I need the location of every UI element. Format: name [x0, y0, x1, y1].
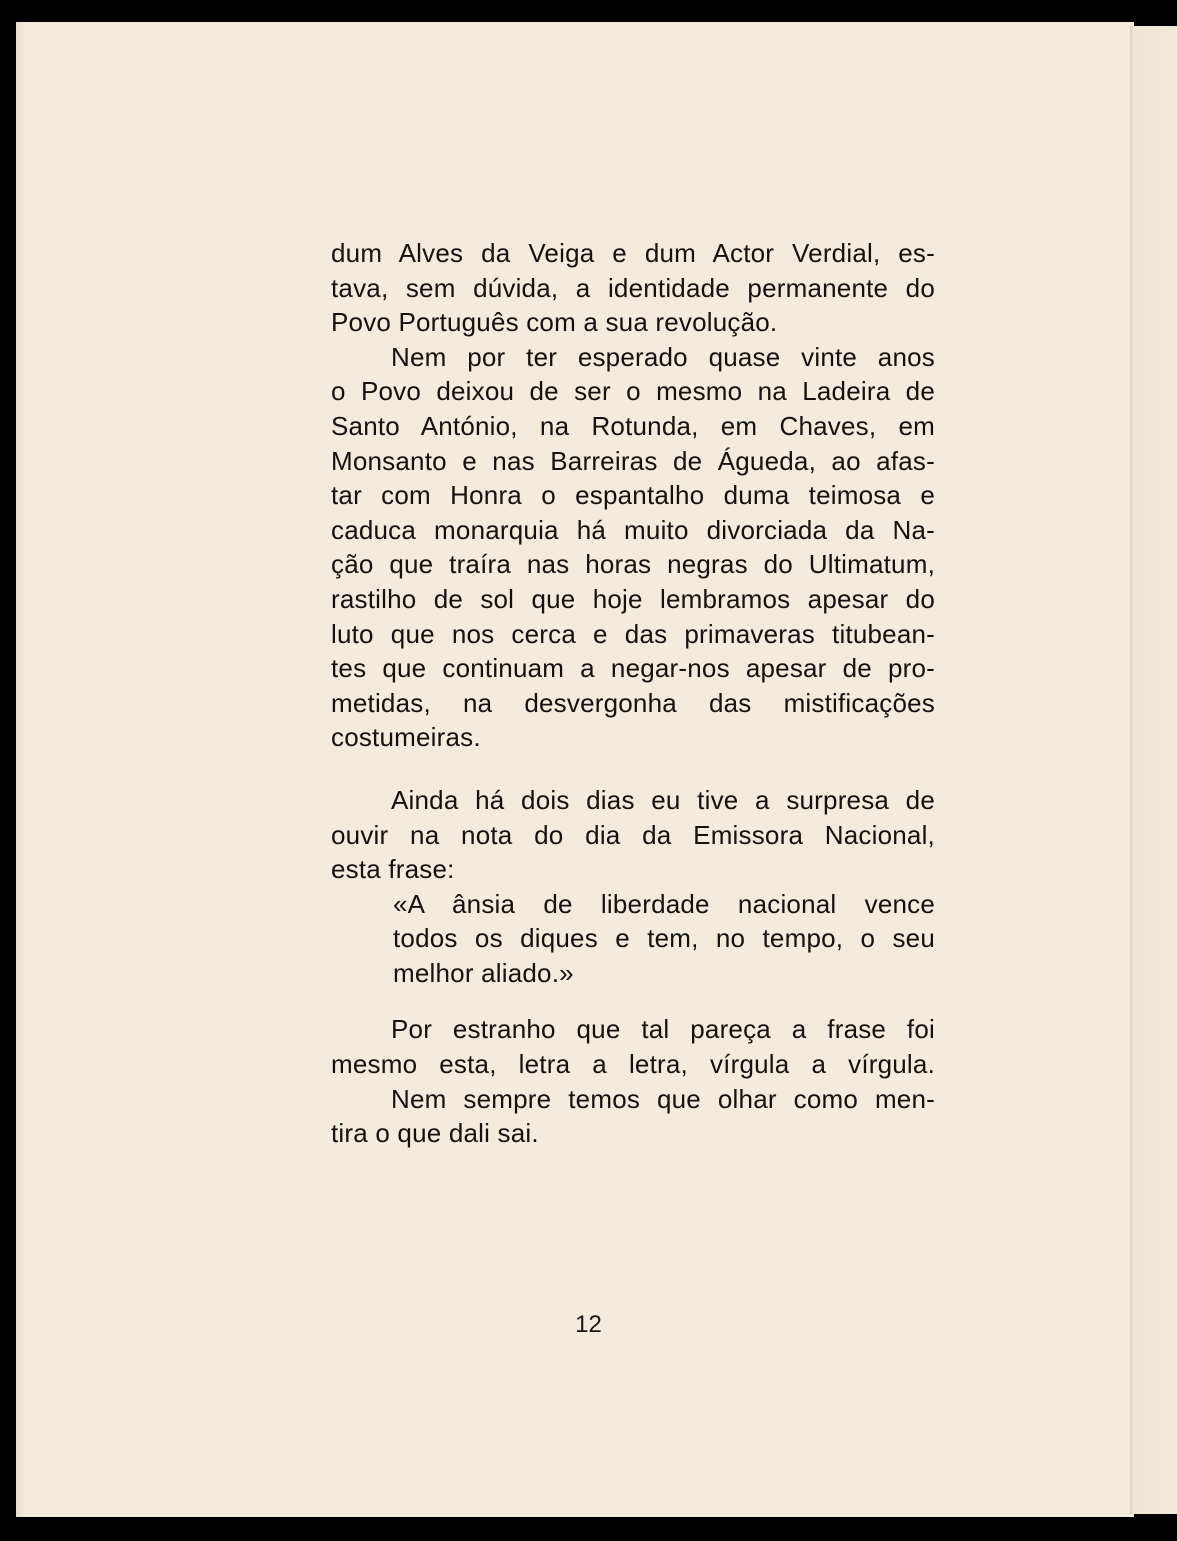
text-line: Nem sempre temos que olhar como men-	[391, 1083, 935, 1114]
text-line: dum Alves da Veiga e dum Actor Verdial, es-	[331, 238, 935, 268]
text-line: costumeiras.	[331, 722, 481, 753]
text-line: metidas, na desvergonha das mistificações	[331, 687, 935, 718]
paragraph-2	[331, 340, 935, 755]
paragraph-1	[331, 236, 935, 340]
text-line: tes que continuam a negar-nos apesar de pro-	[331, 653, 935, 684]
text-line: mesmo esta, letra a letra, vírgula a vírgula.	[331, 1049, 935, 1080]
text-line: Santo António, na Rotunda, em Chaves, em	[331, 410, 935, 441]
text-line: Monsanto e nas Barreiras de Águeda, ao afas-	[331, 445, 935, 476]
text-line: rastilho de sol que hoje lembramos apesar do	[331, 583, 935, 614]
paragraph-5	[331, 1082, 935, 1151]
page-number: 12	[575, 1311, 602, 1338]
page-left-edge	[16, 22, 26, 1517]
paragraph-3	[331, 783, 935, 887]
quote-line: todos os diques e tem, no tempo, o seu	[393, 923, 935, 954]
text-line: tava, sem dúvida, a identidade permanente do	[331, 272, 935, 303]
text-line: Povo Português com a sua revolução.	[331, 307, 778, 338]
text-line: tira o que dali sai.	[331, 1118, 539, 1149]
text-line: ouvir na nota do dia da Emissora Nacional,	[331, 819, 935, 850]
text-line: tar com Honra o espantalho duma teimosa e	[331, 480, 935, 511]
text-line: ção que traíra nas horas negras do Ultimatum,	[331, 549, 935, 580]
body-text	[331, 236, 935, 1151]
text-line: esta frase:	[331, 854, 455, 885]
text-line: Nem por ter esperado quase vinte anos	[391, 341, 935, 372]
page-spine-edge	[1130, 26, 1177, 1514]
text-line: luto que nos cerca e das primaveras titubean-	[331, 618, 935, 649]
paragraph-4	[331, 1012, 935, 1081]
text-line: caduca monarquia há muito divorciada da Na-	[331, 514, 935, 545]
text-line: o Povo deixou de ser o mesmo na Ladeira de	[331, 376, 935, 407]
paragraph-spacer	[331, 990, 935, 1012]
paragraph-spacer	[331, 755, 935, 783]
block-quote	[331, 887, 935, 991]
quote-line: melhor aliado.»	[393, 957, 574, 988]
quote-line: «A ânsia de liberdade nacional vence	[393, 888, 935, 919]
text-line: Por estranho que tal pareça a frase foi	[391, 1014, 935, 1045]
text-line: Ainda há dois dias eu tive a surpresa de	[391, 784, 935, 815]
